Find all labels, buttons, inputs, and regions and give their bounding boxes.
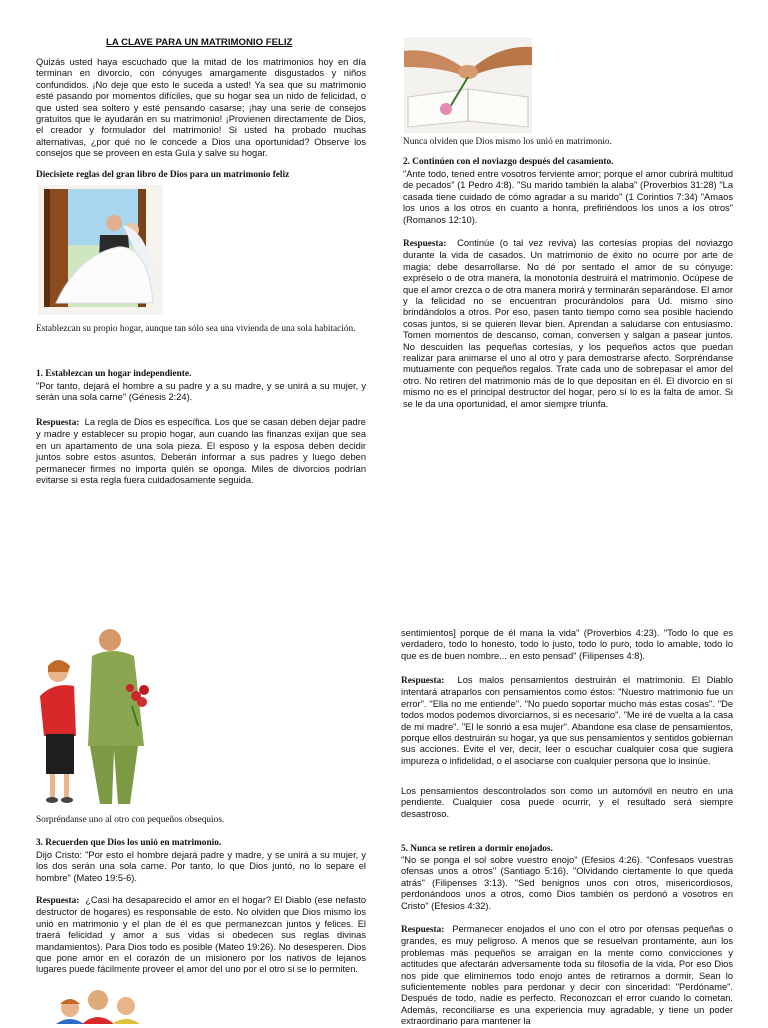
rule3-heading: 3. Recuerden que Dios los unió en matrimonio. <box>36 838 222 848</box>
bible-photo-caption: Nunca olviden que Dios mismo los unió en matrimonio. <box>403 137 612 147</box>
answer-label: Respuesta: <box>36 418 80 428</box>
answer-label: Respuesta: <box>401 925 445 935</box>
rule4-answer <box>401 675 733 767</box>
rule2-heading: 2. Continúen con el noviazgo después del casamiento. <box>403 157 614 167</box>
page-title: LA CLAVE PARA UN MATRIMONIO FELIZ <box>106 37 293 48</box>
rule2-verse: "Ante todo, tened entre vosotros ferviente amor; porque el amor cubrirá multitud de pecados" (1 Pedro 4:8). "Su marido también la alaba" (Proverbios 31:28) "La casada tiene cuidado de cómo agradar a su marido" (1 Corintios 7:34) "Amaos los unos a los otros en cuanto a honra, prefiriéndoos los unos a los otros" (Romanos 12:10). <box>403 169 733 225</box>
rule5-answer <box>401 924 733 1028</box>
rule1-answer-text: La regla de Dios es específica. Los que se casan deben dejar padre y madre y establecer su propio hogar, aun cuando las finanzas exijan que sea en un apartamento de una sola pieza. El esposo y la esposa deben decidir juntos sobre estos asuntos. Deberán informar a sus padres y luego deben permanecer firmes no importa quién se oponga. Miles de divorcios podrían evitarse si esta regla fuera cuidadosamente seguida. <box>36 417 366 486</box>
answer-label: Respuesta: <box>401 676 445 686</box>
rule2-answer-text: Continúe (o tal vez reviva) las cortesías propias del noviazgo durante la vida de casados. Un matrimonio de éxito no ocurre por arte de magia: debe desarrollarse. No dé por sentado el amor de su cónyuge: expréselo o de otra manera, la monotonía destruirá el matrimonio. Ocúpese de que el amor crezca o de otra manera morirá y terminarán separándose. El amor y la felicidad no se encuentran procurándolos para Ud. mismo sino brindándolos a otros. Por eso, pasen tanto tiempo como sea posible haciendo cosas juntos, si se quieren llevar bien. Aprendan a saludarse con entusiasmo. Tomen momentos de descanso, coman, conversen y salgan a pasear juntos. No descuiden las pequeñas cortesías, y los pequeños actos que puedan realizar para animarse el uno al otro y para demostrarse afecto. Sorpréndanse mutuamente con pequeños regalos. Trate cada uno de sobrepasar el amor del otro. No retiren del matrimonio más de lo que depositan en él. El divorcio en sí mismo no es el principal destructor del hogar, pero sí lo es la falta de amor. Si se le da una oportunidad, el amor siempre triunfa. <box>403 238 733 409</box>
rule3-answer <box>36 895 366 976</box>
rule4-answer-text: Los malos pensamientos destruirán el matrimonio. El Diablo intentará atraparlos con pensamientos como éstos: "Nuestro matrimonio fue un error". "Ella no me entiende". "No puedo soportar mucho más estas cosas". "De todos modos podemos divorciarnos, si es necesario". "Me iré de vuelta a la casa de mi madre". "El le sonrió a esa mujer". Abandone esa clase de pensamientos, porque ellos destruirán su hogar, ya que sus pensamientos y sentidos gobiernan sus acciones. Evite el ver, decir, leer o escuchar cualquier cosa que sugiera impureza o infidelidad, o el asociarse con cualquier persona que lo insinúe. <box>401 675 733 766</box>
wedding-door-photo <box>38 185 163 315</box>
rule5-heading: 5. Nunca se retiren a dormir enojados. <box>401 844 553 854</box>
rule5-verse: "No se ponga el sol sobre vuestro enojo" (Efesios 4:26). "Confesaos vuestras ofensas unos a otros" (Santiago 5:16). "Olvidando ciertamente lo que queda atrás" (Filipenses 3:13). "Sed benignos unos con otros, misericordiosos, perdonándoos unos a otros, como Dios también os perdonó a vosotros en Cristo" (Efesios 4:32). <box>401 855 733 911</box>
rule3-answer-text: ¿Casi ha desaparecido el amor en el hogar? El Diablo (ese nefasto destructor de hogares) es responsable de esto. No olviden que Dios mismo los unió en matrimonio y el plan de él es que permanezcan juntos y felices. El traerá felicidad y amor a sus vidas si obedecen sus reglas divinas mandamientos). Para Dios todo es posible (Mateo 19:26). No desesperen. Dios que pone amor en el corazón de un misionero por los nativos de lejanos lugares puede fácilmente proveer el amor del uno por el otro si se lo permiten. <box>36 895 366 975</box>
bible-hands-photo <box>404 37 532 133</box>
rule2-answer <box>403 238 733 410</box>
rules-subheading: Diecisiete reglas del gran libro de Dios para un matrimonio feliz <box>36 170 290 180</box>
rule1-answer <box>36 417 366 486</box>
intro-paragraph: Quizás usted haya escuchado que la mitad de los matrimonios hoy en día terminan en divorcio, con cónyuges amargamente disgustados y niños confundidos. ¡No deje que esto le suceda a usted! Ya sea que su matrimonio esté pasando por momentos difíciles, que su hogar sea un nido de felicidad, o que usted sea soltero y esté pensando casarse; ¡hay una serie de consejos gratuitos que le ayudarán en su matrimonio! ¡Provienen directamente de Dios, el creador y formulador del matrimonio! Si usted ha probado muchas alternativas, ¿por qué no le concede a Dios una oportunidad? Observe los consejos que se proveen en esta Guía y salve su hogar. <box>36 57 366 159</box>
rule1-verse: "Por tanto, dejará el hombre a su padre y a su madre, y se unirá a su mujer, y serán una sola carne" (Génesis 2:24). <box>36 381 366 403</box>
answer-label: Respuesta: <box>36 896 80 906</box>
rule3-verse: Dijo Cristo: "Por esto el hombre dejará padre y madre, y se unirá a su mujer, y los dos serán una sola carne. Por tanto, lo que Dios juntó, no lo separe el hombre" (Mateo 19:5-6). <box>36 850 366 883</box>
answer-label: Respuesta: <box>403 239 447 249</box>
rule5-answer-text: Permanecer enojados el uno con el otro por ofensas pequeñas o grandes, es muy peligroso. A menos que se resuelvan prontamente, aun los problemas más pequeños se arraigan en la mente como convicciones y actitudes que afectarán adversamente toda su filosofía de la vida. Por eso Dios nos pide que eliminemos todo enojo antes de retirarnos a dormir. Sean lo suficientemente nobles para perdonar y decir con sinceridad: "Perdóname". Después de todo, nadie es perfecto. Reconozcan el error cuando lo cometan. Además, reconciliarse es una experiencia muy agradable, y tiene un poder extraordinario para mantener la <box>401 924 733 1027</box>
rule1-heading: 1. Establezcan un hogar independiente. <box>36 369 192 379</box>
rule4-paragraph: Los pensamientos descontrolados son como un automóvil en neutro en una pendiente. Cualquier cosa puede ocurrir, y el resultado será siempre desastroso. <box>401 786 733 819</box>
couple-illustration-caption: Sorpréndanse uno al otro con pequeños obsequios. <box>36 815 225 825</box>
rule4-verse-continuation: sentimientos] porque de él mana la vida" (Proverbios 4:23). "Todo lo que es verdadero, todo lo honesto, todo lo justo, todo lo puro, todo lo amable, todo lo que es de buen nombre... en esto pensad" (Filipenses 4:8). <box>401 628 733 661</box>
couple-gift-illustration <box>34 626 164 810</box>
wedding-photo-caption: Establezcan su propio hogar, aunque tan sólo sea una vivienda de una sola habitación. <box>36 324 356 334</box>
family-illustration <box>48 986 152 1024</box>
